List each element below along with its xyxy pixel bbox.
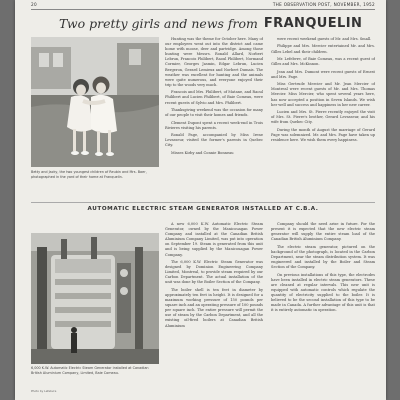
paragraph: The 6,000 K.W. Electric Steam Generator was designed by Dominion Engineering Company Limited, Montreal, to provide steam required by our Carbon Department. The actual installation of the unit was done by the Boiler Section of the Company.: [165, 260, 263, 285]
photo-two-girls: [31, 37, 159, 167]
photo-caption-generator: 6,000 K.W. Automatic Electric Steam Generator installed at Canadian British Aluminium Company, Limited, Baie Comeau.: [31, 366, 149, 375]
paragraph: Miss Gertrude Mercier and Mr. Jean Mercier of Montreal were recent guests of Mr. and Mrs. Thomas Mercier. Miss Mercier, who spent several years here, has now accepted a position in Seven Islands. We wish her well and success and happiness in her new career.: [271, 82, 375, 107]
paragraph: Lucien and Mrs. St. Pierre recently enjoyed the visit of Mrs. St. Pierre's brother, Gerard Levasseur, and his wife from Quebec City.: [271, 110, 375, 125]
paragraph: Philippe and Mrs. Mercier entertained Mr. and Mrs. Gilles Lebel and their children.: [271, 44, 375, 54]
paragraph: A new 6,000 K.W. Automatic Electric Steam Generator, owned by the Manicouagan Power Company and installed at the Canadian British Aluminium Company Limited, was put into operation on September 19. Steam is generated from this unit and is being supplied by the Manicouagan Power Company.: [165, 222, 263, 257]
publication-line: THE OBSERVATION POST, NOVEMBER, 1952: [272, 2, 375, 7]
paragraph: Hunting was the theme for October here. Many of our employees went out into the district and came home with moose, deer and partridge. Among those hunting were Messrs. Ronald Allard, Norbert Lebrun, Francois Philibert, Raoul Philibert, Normand Cormier, Georges Jasmin, Edgar Lebrun, Lucien Bergeron, Gerard Lemieux and Norbert Dumais. The weather was excellent for hunting and the animals were quite numerous, and everyone enjoyed their trip to the woods very much.: [165, 37, 263, 87]
page-number: 20: [31, 2, 37, 7]
photo-steam-generator: [31, 233, 159, 364]
article-column-4: [271, 222, 375, 390]
article-column-2: [271, 37, 375, 195]
photo-credit: Photo by Lefebvre: [31, 389, 57, 393]
photo-caption-girls: Betty and Jacky, the two youngest children of Reubin and Mrs. Baer, photographed in the yard of their home at Franquelin.: [31, 170, 147, 179]
article-column-1: [165, 37, 263, 195]
running-head: [31, 2, 375, 9]
paragraph: were recent weekend guests of Mr. and Mrs. Small.: [277, 37, 372, 41]
paragraph: Clement Dupont spent a recent week-end in Trois Rivieres visiting his parents.: [165, 120, 263, 130]
section-title: AUTOMATIC ELECTRIC STEAM GENERATOR INSTALLED AT C.B.A.: [87, 206, 319, 212]
paragraph: Ronald Page, accompanied by Miss Irene Levasseur, visited the former's parents in Quebec City.: [165, 133, 263, 148]
paragraph: Company should the need arise in future. For the present it is expected that the new electric steam generator will supply the entire steam load of the Canadian British Aluminium Company.: [271, 222, 375, 242]
paragraph: The boiler shell is ten feet in diameter by approximately ten feet in height. It is designed for a maximum working pressure of 150 pounds per square inch and an operating pressure of 100 pounds per square inch. The entire pressure will permit the use of steam by the Carbon Department, and all the existing oil-fired boilers at Canadian British Aluminium: [165, 287, 263, 328]
header-rule: [31, 9, 375, 10]
paragraph: Thanksgiving weekend was the occasion for many of our people to visit their homes and friends.: [165, 108, 263, 118]
paragraph: On previous installations of this type, the electrodes have been installed in electric steam generators. These are cleaned at regular intervals. This new unit is equipped with automatic controls which regulate the quantity of electricity supplied to the boiler. It is believed to be the second installation of this type to be made in Canada. A further advantage of this unit is that it is entirely automatic in operation.: [271, 272, 375, 313]
paragraph: Misses Kirby and Connie Bonneau: [171, 150, 234, 155]
article-column-3: [165, 222, 263, 390]
page-headline: [59, 11, 369, 35]
paragraph: Francois and Mrs. Philibert, of Matane, and Raoul Philibert and Lucien Philibert, of Baie Comeau, were recent guests of Sylvio and Mrs. Philibert.: [165, 90, 263, 105]
paragraph: Jean and Mrs. Dumont were recent guests of Ernest and Mrs. Page.: [271, 69, 375, 79]
headline-lead: Two pretty girls and news from: [59, 15, 258, 31]
magazine-page: [15, 0, 386, 400]
headline-place: FRANQUELIN: [263, 15, 363, 31]
photo-two-girls-hugging-icon: [31, 37, 159, 167]
section-divider: [31, 202, 375, 203]
paragraph: Mr. Lefebvre, of Baie Comeau, was a recent guest of Gilles and Mrs. McKinnon.: [271, 57, 375, 67]
photo-steam-generator-icon: [31, 233, 159, 364]
paragraph: The electric steam generator, pictured on the background of the photograph, is located in the Carbon Department, near the steam distribution system. It was engineered and installed by the Boiler and Steam Section of the Company.: [271, 244, 375, 270]
paragraph: During the month of August the marriage of Gerard Page was solemnized. Mr. and Mrs. Page have taken up residence here. We wish them every happiness.: [271, 127, 375, 142]
